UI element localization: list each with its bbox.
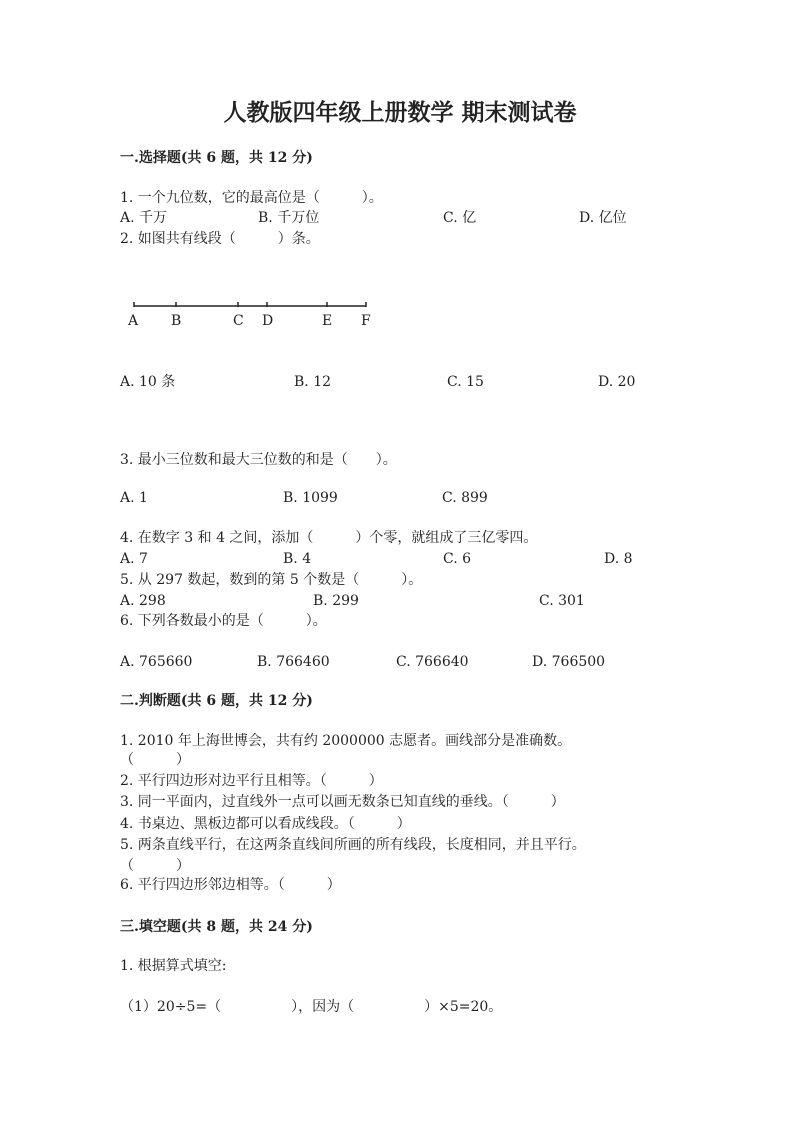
option: B. 1099 xyxy=(283,490,338,506)
option: C. 899 xyxy=(442,490,488,506)
option: B. 299 xyxy=(313,593,359,609)
option: D. 766500 xyxy=(532,654,606,670)
option: A. 765660 xyxy=(120,654,193,670)
option: A. 298 xyxy=(120,593,166,609)
option: A. 10 条 xyxy=(120,374,176,390)
point-label: D xyxy=(262,313,274,329)
question-text: 5. 从 297 数起，数到的第 5 个数是（ ）。 xyxy=(120,572,423,588)
question-text: 4. 在数字 3 和 4 之间，添加（ ）个零，就组成了三亿零四。 xyxy=(120,530,538,546)
question-text: 2. 平行四边形对边平行且相等。（ ） xyxy=(120,773,383,789)
point-label: B xyxy=(171,313,182,329)
option: C. 6 xyxy=(443,551,472,567)
option: D. 亿位 xyxy=(579,210,627,226)
option: A. 千万 xyxy=(120,210,168,226)
option: B. 766460 xyxy=(257,654,330,670)
option: B. 4 xyxy=(283,551,312,567)
option: C. 亿 xyxy=(443,210,477,226)
point-label: C xyxy=(233,313,244,329)
question-text: 4. 书桌边、黑板边都可以看成线段。（ ） xyxy=(120,816,411,832)
option: C. 766640 xyxy=(396,654,469,670)
section-heading: 三.填空题(共 8 题，共 24 分) xyxy=(120,919,313,935)
option: C. 301 xyxy=(539,593,585,609)
option: A. 1 xyxy=(120,490,148,506)
question-text: 3. 同一平面内，过直线外一点可以画无数条已知直线的垂线。（ ） xyxy=(120,794,565,810)
answer-blank: （ ） xyxy=(120,858,190,874)
option: B. 千万位 xyxy=(258,210,320,226)
question-text: 6. 平行四边形邻边相等。（ ） xyxy=(120,877,341,893)
answer-blank: （ ） xyxy=(120,752,190,768)
option: A. 7 xyxy=(120,551,148,567)
point-label: A xyxy=(128,313,139,329)
question-text: 3. 最小三位数和最大三位数的和是（ ）。 xyxy=(120,452,397,468)
option: D. 8 xyxy=(604,551,633,567)
option: B. 12 xyxy=(294,374,332,390)
question-text: （1）20÷5=（ ），因为（ ）×5=20。 xyxy=(120,999,503,1015)
option: D. 20 xyxy=(598,374,636,390)
line-segment-diagram xyxy=(130,300,370,312)
point-label: F xyxy=(361,313,371,329)
section-heading: 二.判断题(共 6 题，共 12 分) xyxy=(120,693,313,709)
question-text: 2. 如图共有线段（ ）条。 xyxy=(120,231,320,247)
question-text: 6. 下列各数最小的是（ ）。 xyxy=(120,613,327,629)
section-heading: 一.选择题(共 6 题，共 12 分) xyxy=(120,150,313,166)
question-text: 1. 根据算式填空: xyxy=(120,958,227,974)
question-text: 5. 两条直线平行，在这两条直线间所画的所有线段，长度相同，并且平行。 xyxy=(120,837,586,853)
question-text: 1. 2010 年上海世博会，共有约 2000000 志愿者。画线部分是准确数。 xyxy=(120,733,572,749)
page-title: 人教版四年级上册数学 期末测试卷 xyxy=(223,99,577,126)
option: C. 15 xyxy=(447,374,484,390)
question-text: 1. 一个九位数，它的最高位是（ ）。 xyxy=(120,190,383,206)
point-label: E xyxy=(322,313,333,329)
